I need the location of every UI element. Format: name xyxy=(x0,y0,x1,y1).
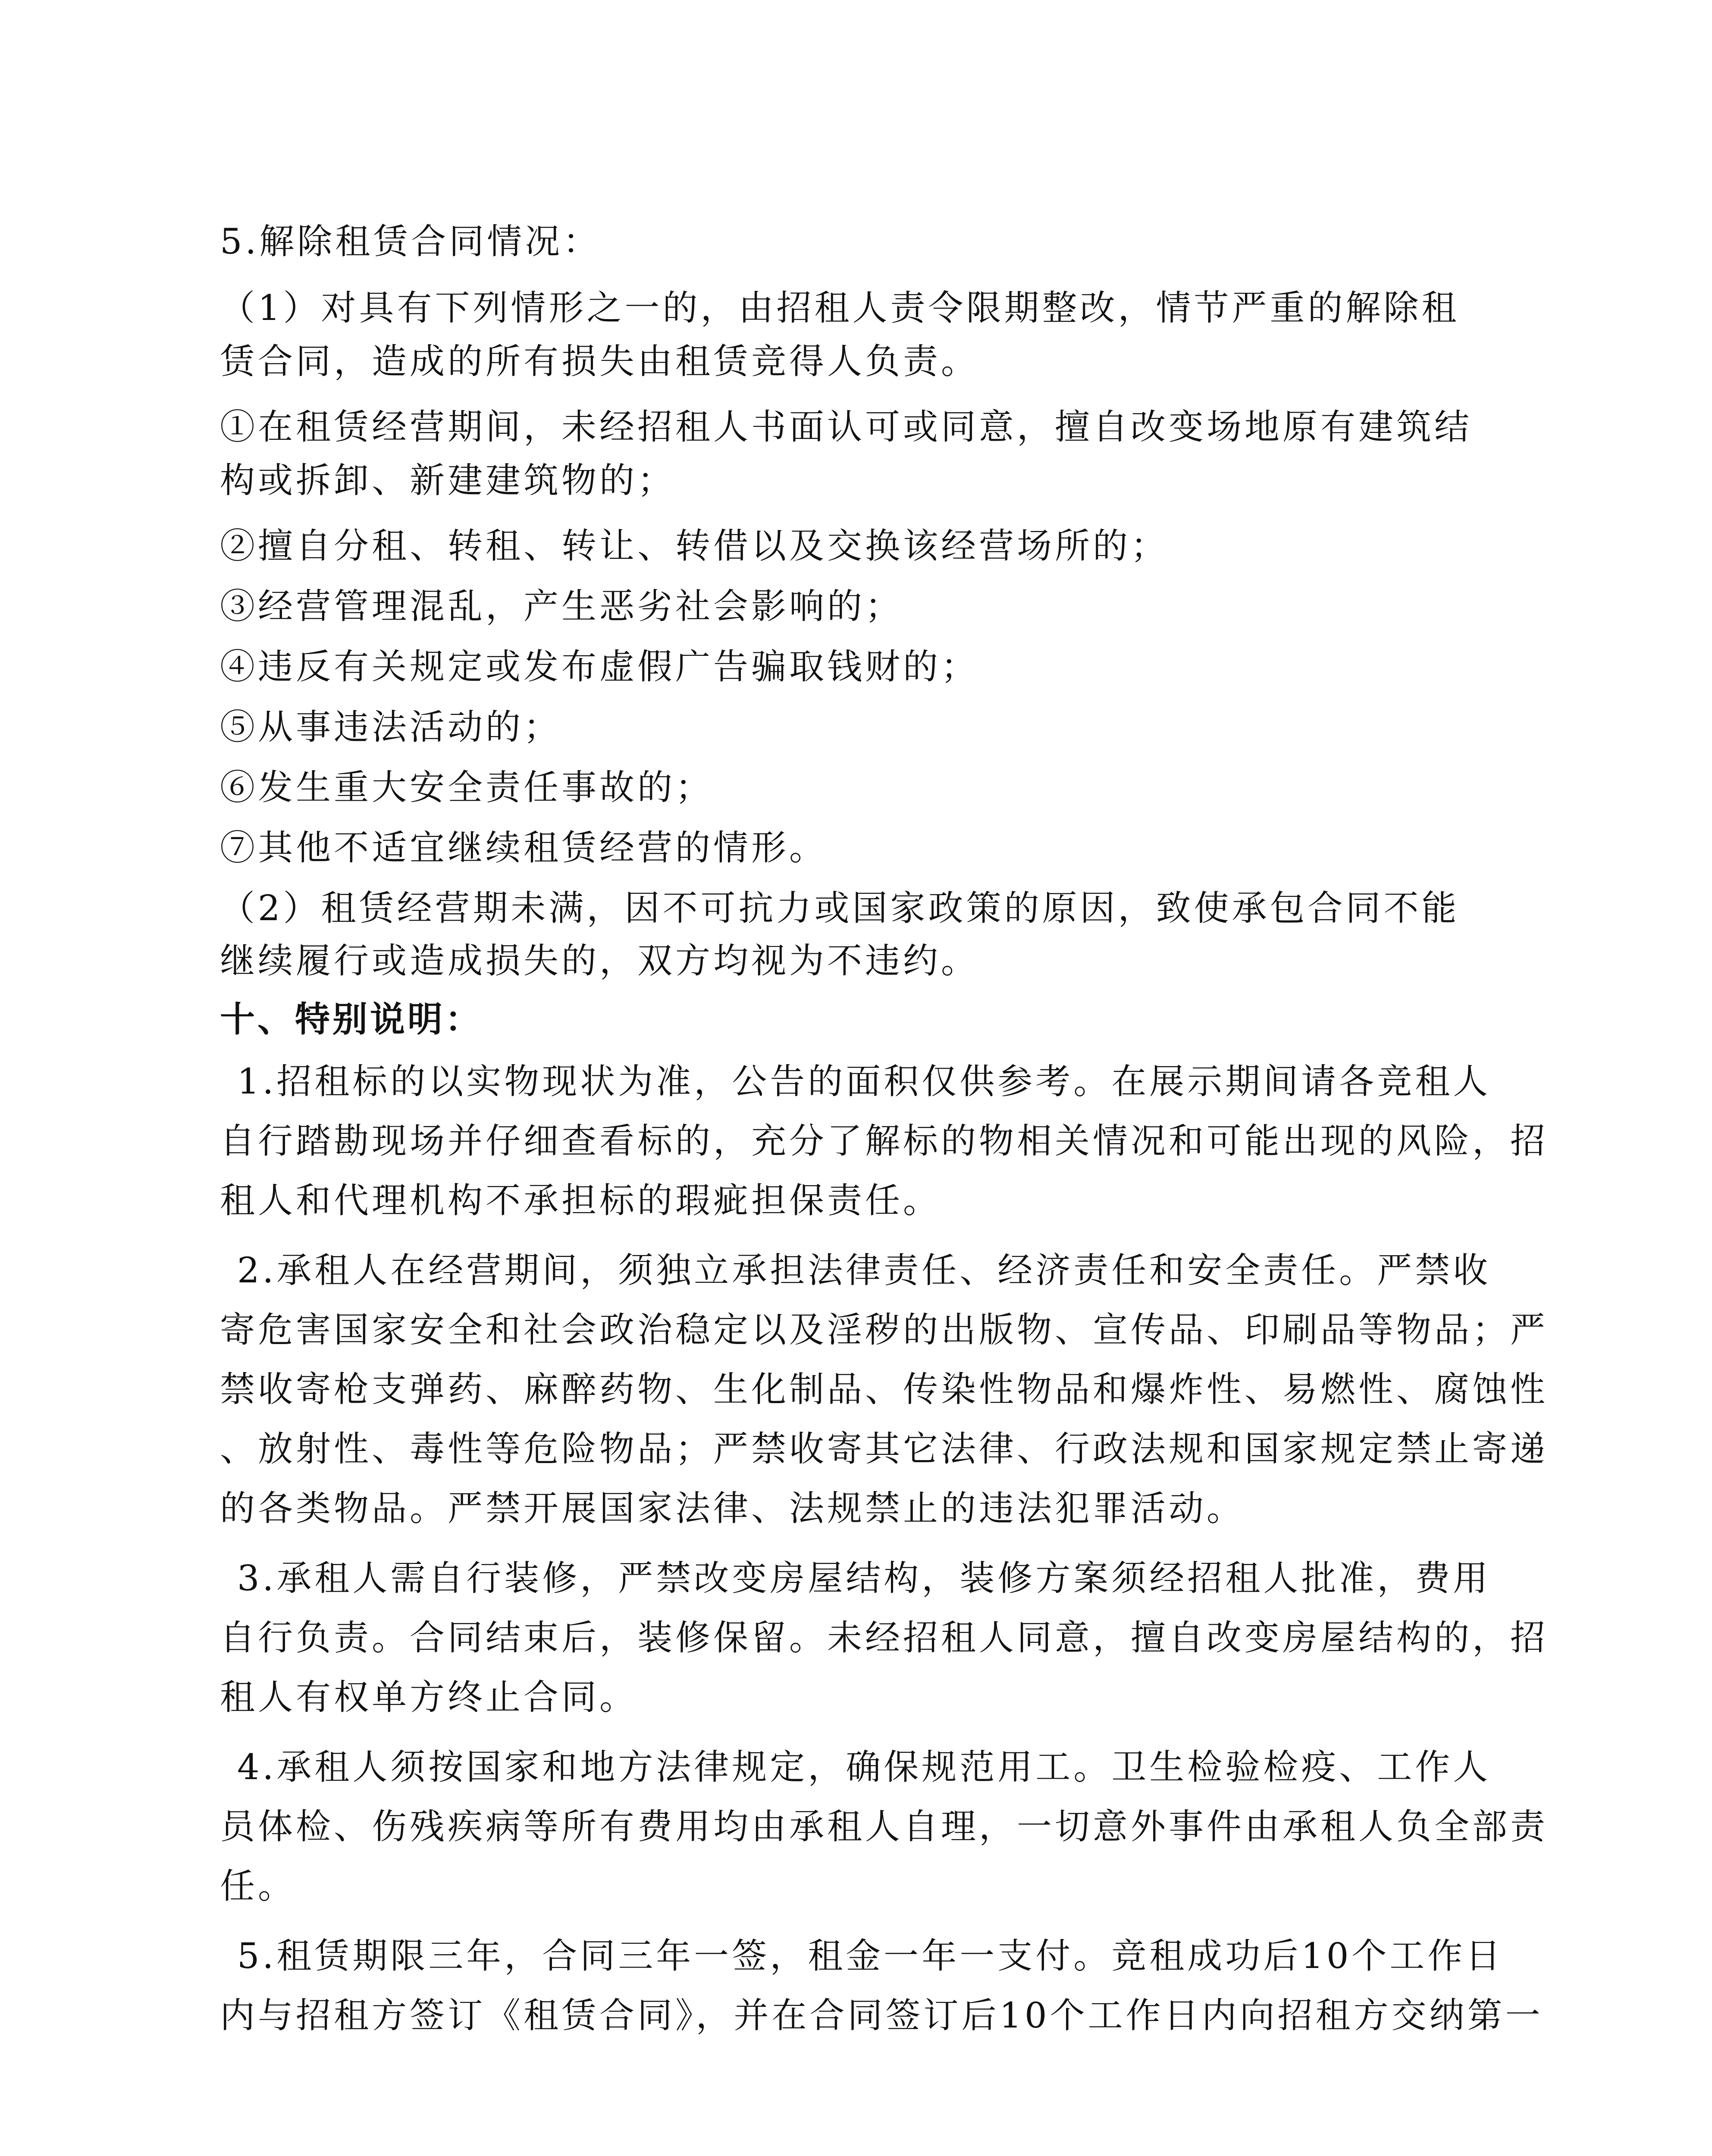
paragraph-line: 租人有权单方终止合同。 xyxy=(220,1677,638,1718)
paragraph-line: 自行负责。合同结束后，装修保留。未经招租人同意，擅自改变房屋结构的，招 xyxy=(220,1618,1549,1658)
paragraph-line: 任。 xyxy=(220,1866,296,1907)
paragraph-line: 构或拆卸、新建建筑物的； xyxy=(220,461,676,501)
paragraph-line: ⑤从事违法活动的； xyxy=(220,707,562,748)
paragraph-line: ②擅自分租、转租、转让、转借以及交换该经营场所的； xyxy=(220,526,1169,567)
paragraph-line: 自行踏勘现场并仔细查看标的，充分了解标的物相关情况和可能出现的风险，招 xyxy=(220,1121,1549,1162)
paragraph-line: ④违反有关规定或发布虚假广告骗取钱财的； xyxy=(220,647,979,687)
paragraph-line: 禁收寄枪支弹药、麻醉药物、生化制品、传染性物品和爆炸性、易燃性、腐蚀性 xyxy=(220,1369,1549,1410)
body-text xyxy=(220,216,1565,2042)
paragraph-line: 4.承租人须按国家和地方法律规定，确保规范用工。卫生检验检疫、工作人 xyxy=(237,1747,1491,1788)
paragraph-line: 5.解除租赁合同情况： xyxy=(220,222,601,262)
paragraph-line: 继续履行或造成损失的，双方均视为不违约。 xyxy=(220,941,979,981)
paragraph-line: ⑦其他不适宜继续租赁经营的情形。 xyxy=(220,828,828,868)
paragraph-line: 1.招租标的以实物现状为准，公告的面积仅供参考。在展示期间请各竞租人 xyxy=(237,1062,1491,1102)
paragraph-line: 5.租赁期限三年，合同三年一签，租金一年一支付。竞租成功后10个工作日 xyxy=(237,1936,1504,1977)
section-heading: 十、特别说明： xyxy=(220,1000,483,1040)
paragraph-line: （1）对具有下列情形之一的，由招租人责令限期整改，情节严重的解除租 xyxy=(220,288,1460,329)
paragraph-line: ⑥发生重大安全责任事故的； xyxy=(220,768,714,808)
paragraph-line: 员体检、伤残疾病等所有费用均由承租人自理，一切意外事件由承租人负全部责 xyxy=(220,1807,1549,1847)
paragraph-line: ①在租赁经营期间，未经招租人书面认可或同意，擅自改变场地原有建筑结 xyxy=(220,407,1473,448)
paragraph-line: 赁合同，造成的所有损失由租赁竞得人负责。 xyxy=(220,342,979,382)
paragraph-line: （2）租赁经营期未满，因不可抗力或国家政策的原因，致使承包合同不能 xyxy=(220,888,1460,929)
paragraph-line: 内与招租方签订《租赁合同》，并在合同签订后10个工作日内向招租方交纳第一 xyxy=(220,1996,1543,2036)
paragraph-line: 2.承租人在经营期间，须独立承担法律责任、经济责任和安全责任。严禁收 xyxy=(237,1250,1491,1291)
paragraph-line: 的各类物品。严禁开展国家法律、法规禁止的违法犯罪活动。 xyxy=(220,1489,1245,1529)
paragraph-line: 寄危害国家安全和社会政治稳定以及淫秽的出版物、宣传品、印刷品等物品；严 xyxy=(220,1310,1549,1351)
paragraph-line: 、放射性、毒性等危险物品；严禁收寄其它法律、行政法规和国家规定禁止寄递 xyxy=(220,1429,1549,1470)
paragraph-line: ③经营管理混乱，产生恶劣社会影响的； xyxy=(220,586,903,627)
paragraph-line: 租人和代理机构不承担标的瑕疵担保责任。 xyxy=(220,1181,941,1221)
paragraph-line: 3.承租人需自行装修，严禁改变房屋结构，装修方案须经招租人批准，费用 xyxy=(237,1558,1491,1599)
